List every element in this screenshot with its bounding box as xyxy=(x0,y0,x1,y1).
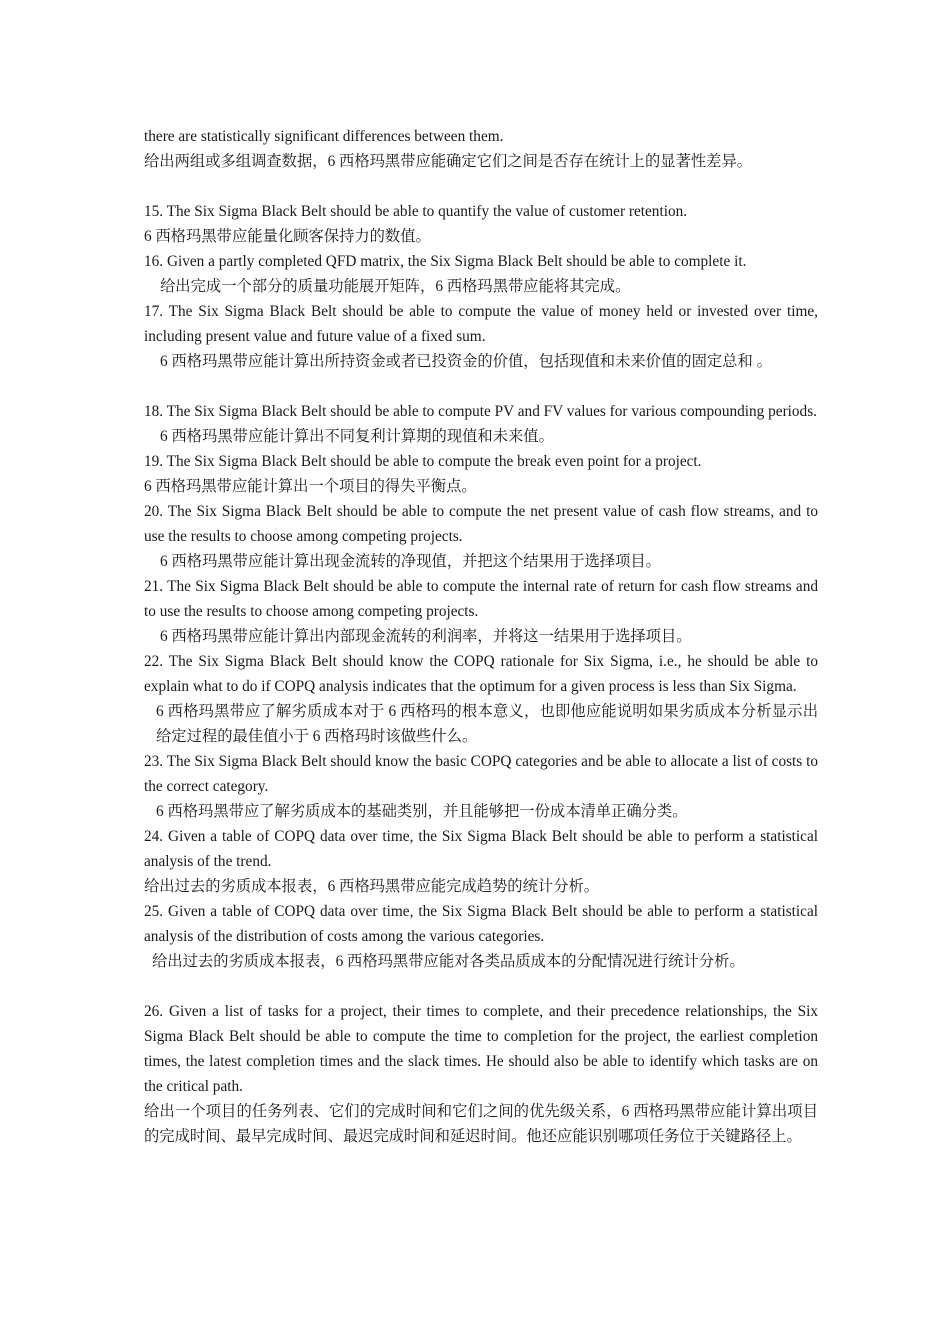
paragraph: there are statistically significant differences between them. xyxy=(144,128,504,145)
paragraph: 6 西格玛黑带应能计算出内部现金流转的利润率，并将这一结果用于选择项目。 xyxy=(160,628,692,645)
paragraph: 6 西格玛黑带应能量化顾客保持力的数值。 xyxy=(144,228,431,245)
paragraph: 给出过去的劣质成本报表，6 西格玛黑带应能对各类品质成本的分配情况进行统计分析。 xyxy=(152,953,745,970)
blank-line xyxy=(144,174,818,199)
paragraph: 26. Given a list of tasks for a project, their times to complete, and their precedence relationships, the Six Sigma Black Belt should be able to compute the time to completion for the project, the earliest completion times, the latest completion times and the slack times. He should also be able to identify which tasks are on the critical path. xyxy=(144,1003,818,1095)
blank-line xyxy=(144,974,818,999)
paragraph: 给出一个项目的任务列表、它们的完成时间和它们之间的优先级关系，6 西格玛黑带应能计算出项目的完成时间、最早完成时间、最迟完成时间和延迟时间。他还应能识别哪项任务位于关键路径上。 xyxy=(144,1103,818,1145)
paragraph: 25. Given a table of COPQ data over time, the Six Sigma Black Belt should be able to perform a statistical analysis of the distribution of costs among the various categories. xyxy=(144,903,818,945)
paragraph: 19. The Six Sigma Black Belt should be able to compute the break even point for a project. xyxy=(144,453,702,470)
paragraph: 23. The Six Sigma Black Belt should know the basic COPQ categories and be able to allocate a list of costs to the correct category. xyxy=(144,753,818,795)
paragraph: 6 西格玛黑带应了解劣质成本的基础类别，并且能够把一份成本清单正确分类。 xyxy=(156,803,688,820)
paragraph: 6 西格玛黑带应了解劣质成本对于 6 西格玛的根本意义，也即他应能说明如果劣质成本分析显示出给定过程的最佳值小于 6 西格玛时该做些什么。 xyxy=(156,703,818,745)
paragraph: 16. Given a partly completed QFD matrix, the Six Sigma Black Belt should be able to complete it. xyxy=(144,253,747,270)
paragraph: 6 西格玛黑带应能计算出所持资金或者已投资金的价值，包括现值和未来价值的固定总和 。 xyxy=(160,353,772,370)
paragraph: 15. The Six Sigma Black Belt should be able to quantify the value of customer retention. xyxy=(144,203,688,220)
document-page xyxy=(144,124,818,1149)
paragraph: 给出两组或多组调查数据，6 西格玛黑带应能确定它们之间是否存在统计上的显著性差异。 xyxy=(144,153,753,170)
paragraph: 6 西格玛黑带应能计算出一个项目的得失平衡点。 xyxy=(144,478,477,495)
paragraph: 21. The Six Sigma Black Belt should be able to compute the internal rate of return for cash flow streams and to use the results to choose among competing projects. xyxy=(144,578,818,620)
paragraph: 给出完成一个部分的质量功能展开矩阵，6 西格玛黑带应能将其完成。 xyxy=(160,278,631,295)
paragraph: 给出过去的劣质成本报表，6 西格玛黑带应能完成趋势的统计分析。 xyxy=(144,878,600,895)
paragraph: 20. The Six Sigma Black Belt should be able to compute the net present value of cash flow streams, and to use the results to choose among competing projects. xyxy=(144,503,818,545)
paragraph: 24. Given a table of COPQ data over time, the Six Sigma Black Belt should be able to perform a statistical analysis of the trend. xyxy=(144,828,818,870)
blank-line xyxy=(144,374,818,399)
paragraph: 6 西格玛黑带应能计算出不同复利计算期的现值和未来值。 xyxy=(160,428,554,445)
paragraph: 22. The Six Sigma Black Belt should know the COPQ rationale for Six Sigma, i.e., he should be able to explain what to do if COPQ analysis indicates that the optimum for a given process is less than Six Sigma. xyxy=(144,653,818,695)
paragraph: 17. The Six Sigma Black Belt should be able to compute the value of money held or invested over time, including present value and future value of a fixed sum. xyxy=(144,303,818,345)
paragraph: 18. The Six Sigma Black Belt should be able to compute PV and FV values for various compounding periods. xyxy=(144,403,817,420)
paragraph: 6 西格玛黑带应能计算出现金流转的净现值，并把这个结果用于选择项目。 xyxy=(160,553,661,570)
